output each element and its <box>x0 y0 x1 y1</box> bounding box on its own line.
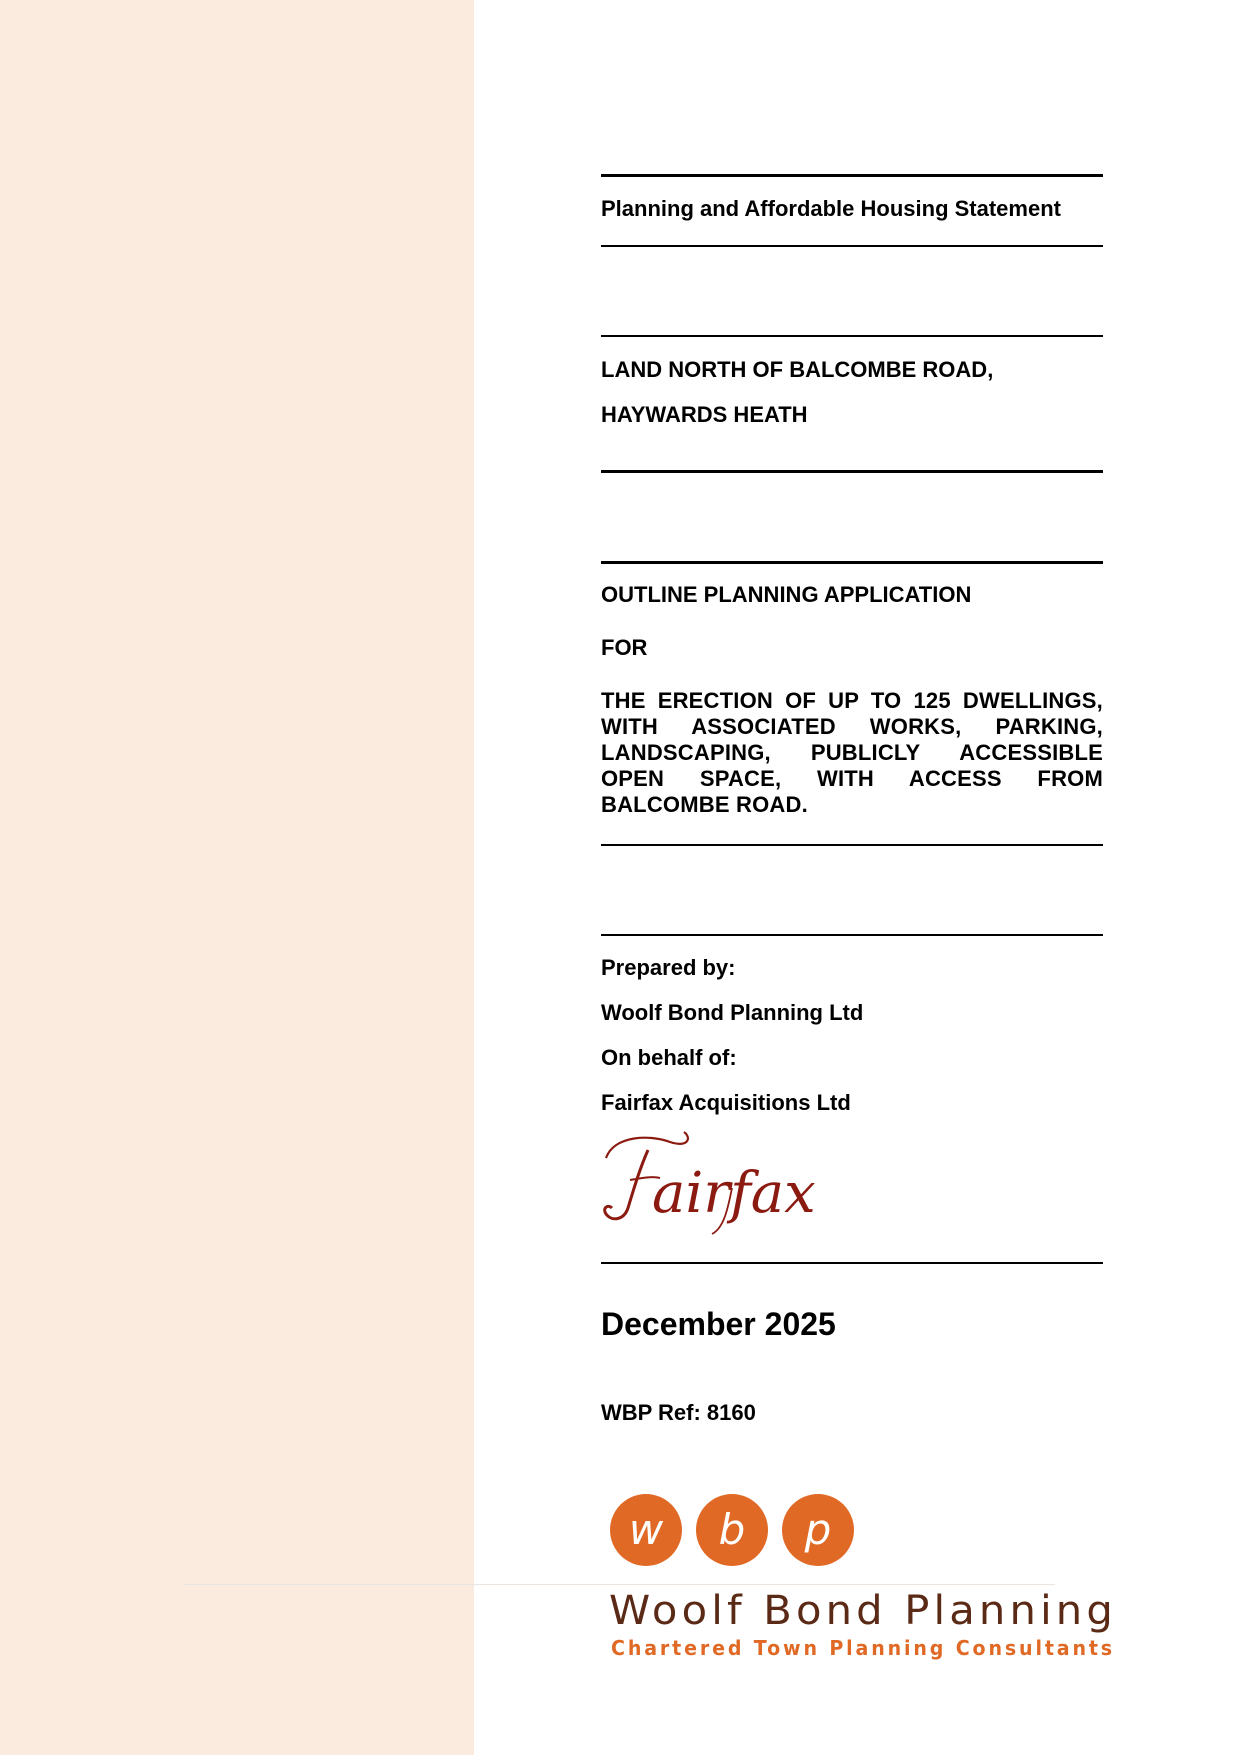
prepared-by-name: Woolf Bond Planning Ltd <box>601 1000 864 1025</box>
document-date: December 2025 <box>601 1306 836 1342</box>
wbp-tagline: Chartered Town Planning Consultants <box>611 1636 1115 1660</box>
divider <box>601 934 1103 936</box>
document-title: Planning and Affordable Housing Statement <box>601 196 1061 221</box>
divider <box>601 561 1103 564</box>
wbp-letter-p: p <box>804 1505 832 1554</box>
wbp-name: Woolf Bond Planning <box>609 1588 1117 1634</box>
application-type: OUTLINE PLANNING APPLICATION <box>601 582 972 607</box>
divider-top <box>601 174 1103 177</box>
divider <box>601 470 1103 473</box>
for-label: FOR <box>601 635 648 660</box>
divider <box>601 1262 1103 1264</box>
development-description: THE ERECTION OF UP TO 125 DWELLINGS, WITH ASSOCIATED WORKS, PARKING, LANDSCAPING, PUBLICLY ACCESSIBLE OPEN SPACE, WITH ACCESS FROM BALCOMBE ROAD. <box>601 688 1103 817</box>
divider <box>601 844 1103 846</box>
on-behalf-label: On behalf of: <box>601 1045 737 1070</box>
side-panel <box>0 0 474 1755</box>
fairfax-logo <box>600 1128 860 1238</box>
reference-number: WBP Ref: 8160 <box>601 1400 756 1425</box>
prepared-by-label: Prepared by: <box>601 955 736 980</box>
site-address-line1: LAND NORTH OF BALCOMBE ROAD, <box>601 357 994 382</box>
wbp-logo <box>603 1488 1128 1668</box>
wbp-letter-b: b <box>718 1505 746 1554</box>
client-name: Fairfax Acquisitions Ltd <box>601 1090 851 1115</box>
site-address-line2: HAYWARDS HEATH <box>601 402 808 427</box>
svg-text:airfax: airfax <box>652 1161 816 1226</box>
divider <box>601 335 1103 337</box>
divider <box>601 245 1103 247</box>
wbp-letter-w: w <box>628 1505 664 1554</box>
